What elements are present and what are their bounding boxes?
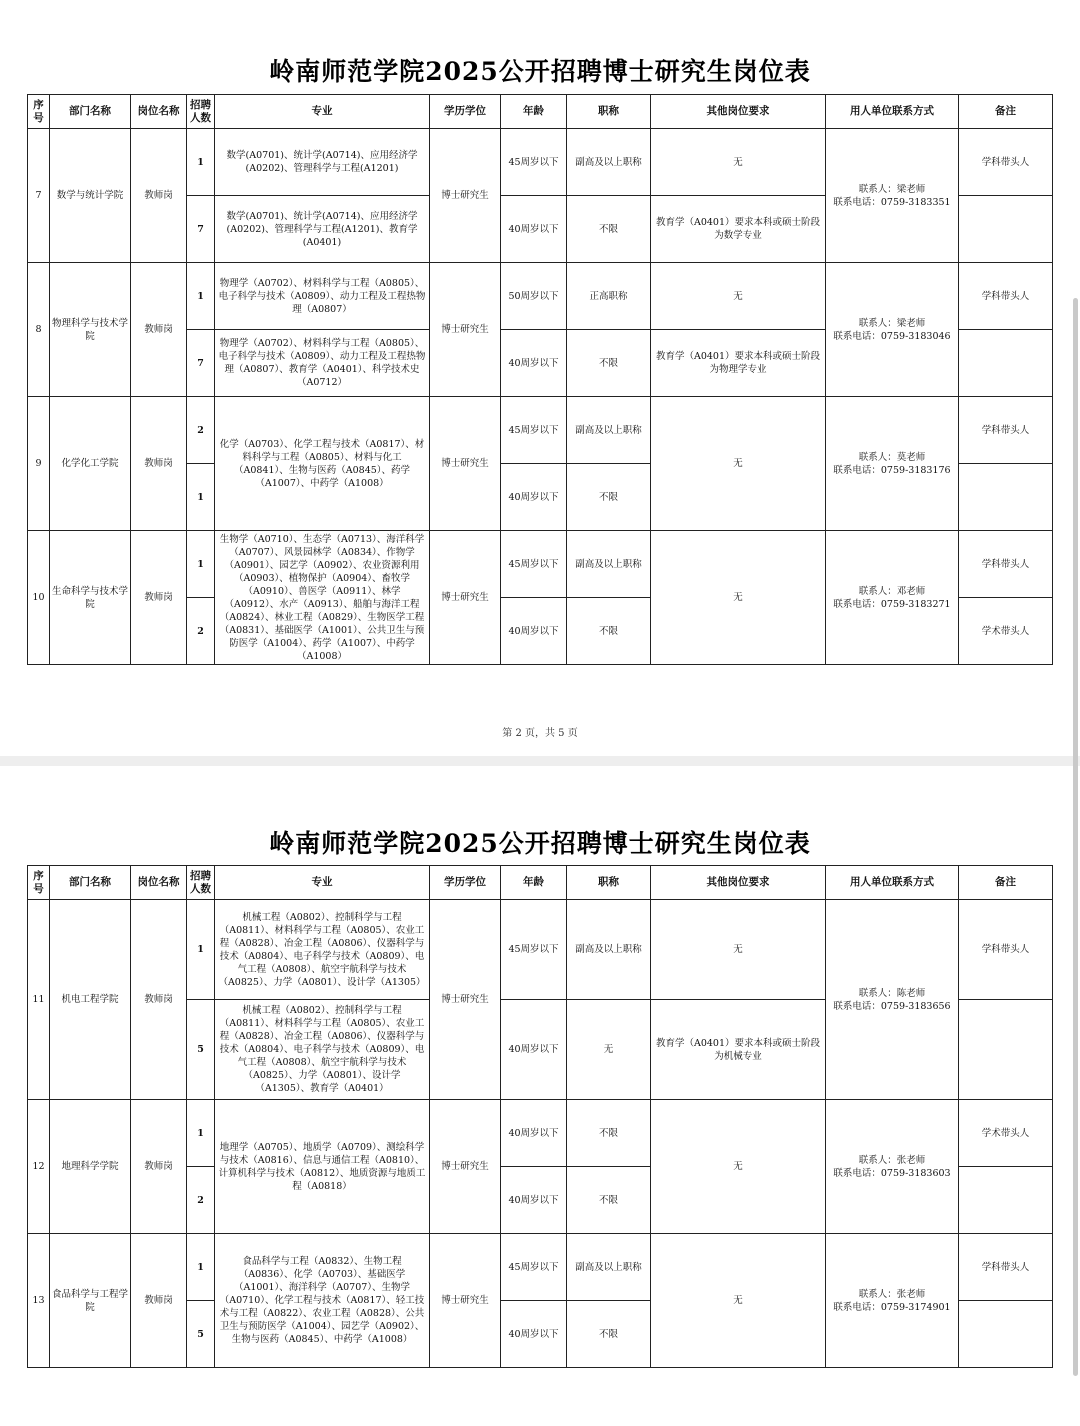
department-cell: 化学化工学院 bbox=[50, 397, 131, 531]
header-cell: 部门名称 bbox=[50, 866, 131, 900]
page-title: 岭南师范学院2025公开招聘博士研究生岗位表 bbox=[269, 57, 811, 86]
page-indicator: 第 2 页，共 5 页 bbox=[502, 728, 578, 739]
headcount-cell: 1 bbox=[187, 464, 215, 531]
major-cell: 物理学（A0702）、材料科学与工程（A0805）、电子科学与技术（A0809）、动力工程及工程热物理（A0807） bbox=[215, 263, 430, 330]
major-cell: 生物学（A0710）、生态学（A0713）、海洋科学（A0707）、风景园林学（A0834）、作物学（A0901）、园艺学（A0902）、农业资源利用（A0903）、植物保护（A0904）、畜牧学（A0910）、兽医学（A0911）、林学（A0912）、水产（A0913）、船舶与海洋工程（A0824）、林业工程（A0829）、生物医学工程（A0831）、基础医学（A1001）、公共卫生与预防医学（A1004）、药学（A1007）、中药学（A1008） bbox=[215, 531, 430, 665]
department-cell: 数学与统计学院 bbox=[50, 129, 131, 263]
headcount-cell: 7 bbox=[187, 330, 215, 397]
note-cell: 学科带头人 bbox=[959, 263, 1053, 330]
header-cell: 学历学位 bbox=[430, 95, 501, 129]
major-cell: 地理学（A0705）、地质学（A0709）、测绘科学与技术（A0816）、信息与通信工程（A0810）、计算机科学与技术（A0812）、地质资源与地质工程（A0818） bbox=[215, 1100, 430, 1234]
headcount-cell: 2 bbox=[187, 598, 215, 665]
positions-table bbox=[27, 865, 1053, 1368]
age-cell: 45周岁以下 bbox=[501, 531, 567, 598]
age-cell: 40周岁以下 bbox=[501, 330, 567, 397]
table-row bbox=[28, 263, 1053, 330]
age-cell: 40周岁以下 bbox=[501, 1000, 567, 1100]
degree-cell: 博士研究生 bbox=[430, 531, 501, 665]
serial-number-cell: 8 bbox=[28, 263, 50, 397]
note-cell: 学科带头人 bbox=[959, 129, 1053, 196]
contact-cell: 联系人：莫老师 联系电话：0759-3183176 bbox=[826, 397, 959, 531]
headcount-cell: 1 bbox=[187, 263, 215, 330]
note-cell: 学科带头人 bbox=[959, 1234, 1053, 1301]
table-header bbox=[28, 95, 1053, 129]
headcount-cell: 1 bbox=[187, 531, 215, 598]
other-requirement-cell: 无 bbox=[651, 263, 826, 330]
title-rank-cell: 副高及以上职称 bbox=[567, 397, 651, 464]
contact-cell: 联系人：陈老师 联系电话：0759-3183656 bbox=[826, 900, 959, 1100]
major-cell: 机械工程（A0802）、控制科学与工程（A0811）、材料科学与工程（A0805）、农业工程（A0828）、冶金工程（A0806）、仪器科学与技术（A0804）、电子科学与技术（A0809）、电气工程（A0808）、航空宇航科学与技术（A0825）、力学（A0801）、设计学（A1305） bbox=[215, 900, 430, 1000]
positions-table bbox=[27, 94, 1053, 665]
note-cell bbox=[959, 1000, 1053, 1100]
title-rank-cell: 副高及以上职称 bbox=[567, 1234, 651, 1301]
major-cell: 数学(A0701)、统计学(A0714)、应用经济学(A0202)、管理科学与工程(A1201)、教育学(A0401) bbox=[215, 196, 430, 263]
header-cell: 序号 bbox=[28, 95, 50, 129]
serial-number-cell: 13 bbox=[28, 1234, 50, 1368]
major-cell: 数学(A0701)、统计学(A0714)、应用经济学(A0202)、管理科学与工程(A1201) bbox=[215, 129, 430, 196]
other-requirement-cell: 无 bbox=[651, 900, 826, 1000]
other-requirement-cell: 无 bbox=[651, 1100, 826, 1234]
title-rank-cell: 无 bbox=[567, 1000, 651, 1100]
title-rank-cell: 副高及以上职称 bbox=[567, 900, 651, 1000]
table-row bbox=[28, 1100, 1053, 1167]
header-cell: 用人单位联系方式 bbox=[826, 866, 959, 900]
post-cell: 教师岗 bbox=[131, 900, 187, 1100]
title-rank-cell: 不限 bbox=[567, 196, 651, 263]
post-cell: 教师岗 bbox=[131, 1100, 187, 1234]
table-header bbox=[28, 866, 1053, 900]
age-cell: 50周岁以下 bbox=[501, 263, 567, 330]
post-cell: 教师岗 bbox=[131, 531, 187, 665]
header-row bbox=[28, 866, 1053, 900]
age-cell: 40周岁以下 bbox=[501, 1167, 567, 1234]
other-requirement-cell: 教育学（A0401）要求本科或硕士阶段为物理学专业 bbox=[651, 330, 826, 397]
note-cell bbox=[959, 196, 1053, 263]
post-cell: 教师岗 bbox=[131, 129, 187, 263]
page-title: 岭南师范学院2025公开招聘博士研究生岗位表 bbox=[269, 829, 811, 858]
title-rank-cell: 不限 bbox=[567, 464, 651, 531]
title-rank-cell: 不限 bbox=[567, 330, 651, 397]
post-cell: 教师岗 bbox=[131, 397, 187, 531]
table-row bbox=[28, 129, 1053, 196]
serial-number-cell: 10 bbox=[28, 531, 50, 665]
contact-cell: 联系人：张老师 联系电话：0759-3174901 bbox=[826, 1234, 959, 1368]
department-cell: 机电工程学院 bbox=[50, 900, 131, 1100]
note-cell bbox=[959, 1301, 1053, 1368]
other-requirement-cell: 无 bbox=[651, 531, 826, 665]
header-cell: 备注 bbox=[959, 866, 1053, 900]
age-cell: 45周岁以下 bbox=[501, 397, 567, 464]
header-cell: 专业 bbox=[215, 95, 430, 129]
headcount-cell: 1 bbox=[187, 129, 215, 196]
note-cell bbox=[959, 330, 1053, 397]
header-row bbox=[28, 95, 1053, 129]
age-cell: 45周岁以下 bbox=[501, 900, 567, 1000]
serial-number-cell: 12 bbox=[28, 1100, 50, 1234]
headcount-cell: 1 bbox=[187, 1100, 215, 1167]
post-cell: 教师岗 bbox=[131, 263, 187, 397]
header-cell: 招聘人数 bbox=[187, 866, 215, 900]
contact-cell: 联系人：邓老师 联系电话：0759-3183271 bbox=[826, 531, 959, 665]
table-row bbox=[28, 531, 1053, 598]
degree-cell: 博士研究生 bbox=[430, 900, 501, 1100]
serial-number-cell: 7 bbox=[28, 129, 50, 263]
header-cell: 职称 bbox=[567, 95, 651, 129]
contact-cell: 联系人：梁老师 联系电话：0759-3183046 bbox=[826, 263, 959, 397]
contact-cell: 联系人：梁老师 联系电话：0759-3183351 bbox=[826, 129, 959, 263]
headcount-cell: 1 bbox=[187, 900, 215, 1000]
headcount-cell: 5 bbox=[187, 1000, 215, 1100]
note-cell: 学科带头人 bbox=[959, 900, 1053, 1000]
other-requirement-cell: 教育学（A0401）要求本科或硕士阶段为数学专业 bbox=[651, 196, 826, 263]
headcount-cell: 7 bbox=[187, 196, 215, 263]
note-cell bbox=[959, 464, 1053, 531]
age-cell: 40周岁以下 bbox=[501, 1301, 567, 1368]
table-row bbox=[28, 900, 1053, 1000]
major-cell: 机械工程（A0802）、控制科学与工程（A0811）、材料科学与工程（A0805）、农业工程（A0828）、冶金工程（A0806）、仪器科学与技术（A0804）、电子科学与技术（A0809）、电气工程（A0808）、航空宇航科学与技术（A0825）、力学（A0801）、设计学（A1305）、教育学（A0401） bbox=[215, 1000, 430, 1100]
document-page-3 bbox=[0, 766, 1080, 1426]
department-cell: 食品科学与工程学院 bbox=[50, 1234, 131, 1368]
header-cell: 年龄 bbox=[501, 95, 567, 129]
header-cell: 部门名称 bbox=[50, 95, 131, 129]
header-cell: 年龄 bbox=[501, 866, 567, 900]
major-cell: 化学（A0703）、化学工程与技术（A0817）、材料科学与工程（A0805）、材料与化工（A0841）、生物与医药（A0845）、药学（A1007）、中药学（A1008） bbox=[215, 397, 430, 531]
title-rank-cell: 副高及以上职称 bbox=[567, 531, 651, 598]
table-body bbox=[28, 900, 1053, 1368]
department-cell: 物理科学与技术学院 bbox=[50, 263, 131, 397]
note-cell: 学术带头人 bbox=[959, 1100, 1053, 1167]
header-cell: 岗位名称 bbox=[131, 866, 187, 900]
title-rank-cell: 不限 bbox=[567, 598, 651, 665]
degree-cell: 博士研究生 bbox=[430, 263, 501, 397]
department-cell: 地理科学学院 bbox=[50, 1100, 131, 1234]
age-cell: 40周岁以下 bbox=[501, 1100, 567, 1167]
age-cell: 40周岁以下 bbox=[501, 464, 567, 531]
note-cell: 学科带头人 bbox=[959, 397, 1053, 464]
headcount-cell: 1 bbox=[187, 1234, 215, 1301]
other-requirement-cell: 无 bbox=[651, 397, 826, 531]
table-body bbox=[28, 129, 1053, 665]
degree-cell: 博士研究生 bbox=[430, 129, 501, 263]
header-cell: 学历学位 bbox=[430, 866, 501, 900]
header-cell: 专业 bbox=[215, 866, 430, 900]
header-cell: 备注 bbox=[959, 95, 1053, 129]
other-requirement-cell: 无 bbox=[651, 129, 826, 196]
note-cell: 学科带头人 bbox=[959, 531, 1053, 598]
title-rank-cell: 不限 bbox=[567, 1167, 651, 1234]
header-cell: 招聘人数 bbox=[187, 95, 215, 129]
table-row bbox=[28, 1234, 1053, 1301]
scrollbar[interactable] bbox=[1073, 298, 1078, 1376]
degree-cell: 博士研究生 bbox=[430, 1100, 501, 1234]
header-cell: 岗位名称 bbox=[131, 95, 187, 129]
header-cell: 职称 bbox=[567, 866, 651, 900]
title-rank-cell: 副高及以上职称 bbox=[567, 129, 651, 196]
table-row bbox=[28, 397, 1053, 464]
serial-number-cell: 11 bbox=[28, 900, 50, 1100]
degree-cell: 博士研究生 bbox=[430, 397, 501, 531]
other-requirement-cell: 教育学（A0401）要求本科或硕士阶段为机械专业 bbox=[651, 1000, 826, 1100]
department-cell: 生命科学与技术学院 bbox=[50, 531, 131, 665]
title-rank-cell: 正高职称 bbox=[567, 263, 651, 330]
other-requirement-cell: 无 bbox=[651, 1234, 826, 1368]
title-rank-cell: 不限 bbox=[567, 1100, 651, 1167]
age-cell: 40周岁以下 bbox=[501, 598, 567, 665]
major-cell: 食品科学与工程（A0832）、生物工程（A0836）、化学（A0703）、基础医学（A1001）、海洋科学（A0707）、生物学（A0710）、化学工程与技术（A0817）、轻工技术与工程（A0822）、农业工程（A0828）、公共卫生与预防医学（A1004）、园艺学（A0902）、生物与医药（A0845）、中药学（A1008） bbox=[215, 1234, 430, 1368]
serial-number-cell: 9 bbox=[28, 397, 50, 531]
major-cell: 物理学（A0702）、材料科学与工程（A0805）、电子科学与技术（A0809）、动力工程及工程热物理（A0807）、教育学（A0401）、科学技术史（A0712） bbox=[215, 330, 430, 397]
post-cell: 教师岗 bbox=[131, 1234, 187, 1368]
header-cell: 用人单位联系方式 bbox=[826, 95, 959, 129]
headcount-cell: 5 bbox=[187, 1301, 215, 1368]
note-cell bbox=[959, 1167, 1053, 1234]
headcount-cell: 2 bbox=[187, 397, 215, 464]
header-cell: 序号 bbox=[28, 866, 50, 900]
contact-cell: 联系人：张老师 联系电话：0759-3183603 bbox=[826, 1100, 959, 1234]
note-cell: 学术带头人 bbox=[959, 598, 1053, 665]
header-cell: 其他岗位要求 bbox=[651, 866, 826, 900]
headcount-cell: 2 bbox=[187, 1167, 215, 1234]
age-cell: 40周岁以下 bbox=[501, 196, 567, 263]
header-cell: 其他岗位要求 bbox=[651, 95, 826, 129]
age-cell: 45周岁以下 bbox=[501, 1234, 567, 1301]
degree-cell: 博士研究生 bbox=[430, 1234, 501, 1368]
title-rank-cell: 不限 bbox=[567, 1301, 651, 1368]
age-cell: 45周岁以下 bbox=[501, 129, 567, 196]
